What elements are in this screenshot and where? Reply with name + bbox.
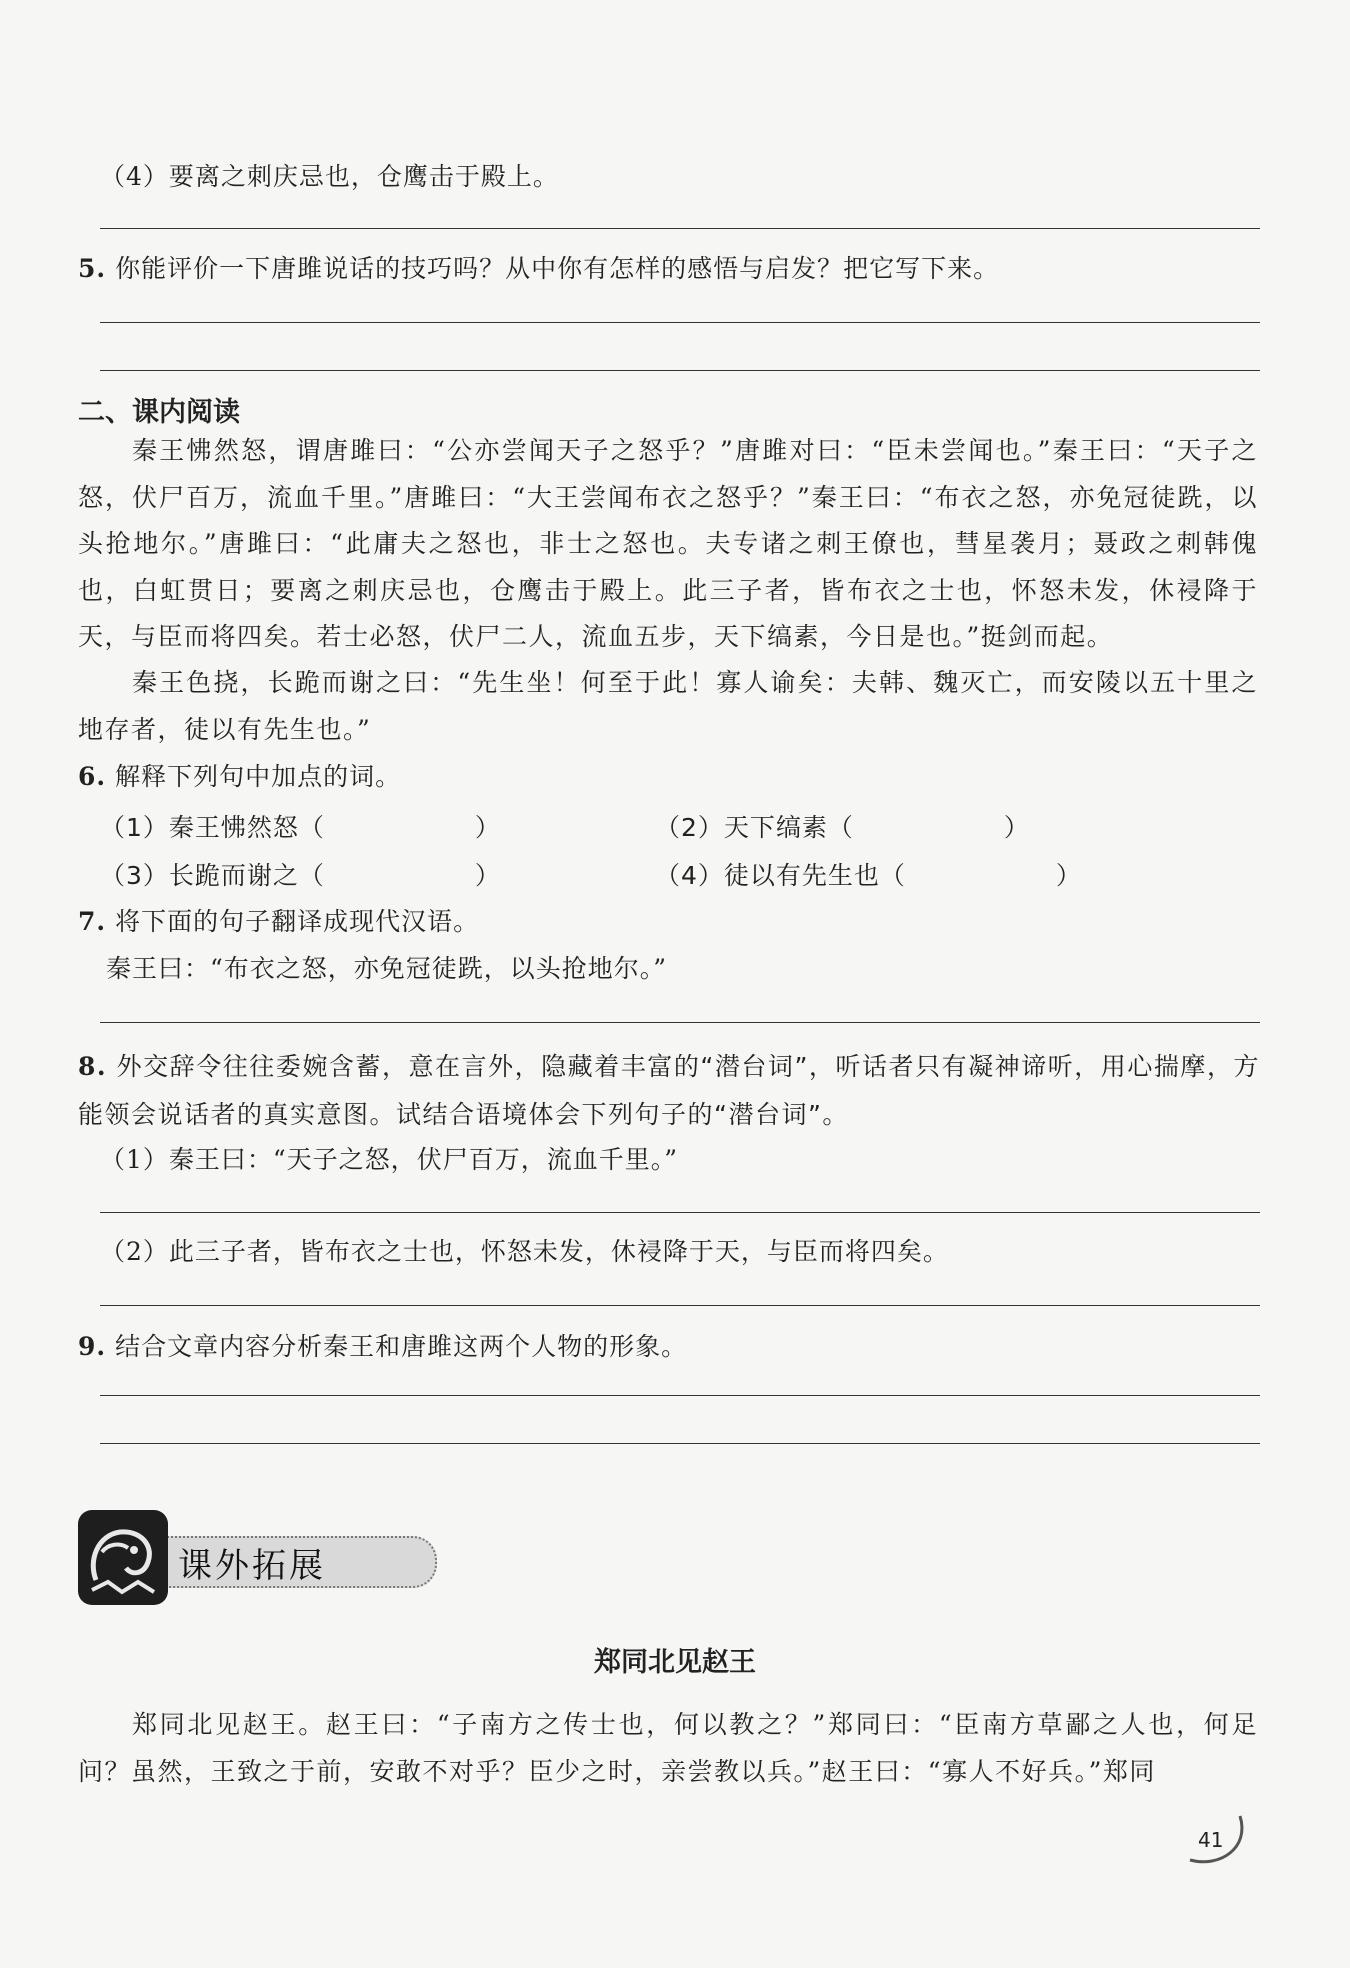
question-text: 外交辞令往往委婉含蓄，意在言外，隐藏着丰富的“潜台词”，听话者只有凝神谛听，用心揣摩，方能领会说话者的真实意图。试结合语境体会下列句子的“潜台词”。 [78, 1052, 1260, 1129]
passage-paragraph-1: 秦王怫然怒，谓唐雎曰：“公亦尝闻天子之怒乎？”唐雎对曰：“臣未尝闻也。”秦王曰：“天子之怒，伏尸百万，流血千里。”唐雎曰：“大王尝闻布衣之怒乎？”秦王曰：“布衣之怒，亦免冠徒跣，以头抢地尔。”唐雎曰：“此庸夫之怒也，非士之怒也。夫专诸之刺王僚也，彗星袭月；聂政之刺韩傀也，白虹贯日；要离之刺庆忌也，仓鹰击于殿上。此三子者，皆布衣之士也，怀怒未发，休祲降于天，与臣而将四矣。若士必怒，伏尸二人，流血五步，天下缟素，今日是也。”挺剑而起。 [78, 436, 1258, 651]
banner-label: 课外拓展 [178, 1546, 326, 1586]
q7-quote: 秦王曰：“布衣之怒，亦免冠徒跣，以头抢地尔。” [106, 954, 668, 983]
answer-line [100, 1022, 1260, 1023]
question-number: 5. [78, 254, 107, 283]
answer-line [100, 322, 1260, 323]
q6-item-1 [100, 808, 501, 844]
question-number: 6. [78, 762, 107, 791]
q8-item-2: （2）此三子者，皆布衣之士也，怀怒未发，休祲降于天，与臣而将四矣。 [100, 1237, 949, 1266]
q6-item-4 [655, 856, 1082, 892]
question-number: 8. [78, 1052, 108, 1081]
item-close: ） [474, 861, 501, 890]
item-close: ） [474, 813, 501, 842]
item-label: （2）天下缟素（ [655, 813, 854, 842]
q8-item-1: （1）秦王曰：“天子之怒，伏尸百万，流血千里。” [100, 1145, 678, 1174]
item-close: ） [1003, 813, 1030, 842]
passage-paragraph-2: 秦王色挠，长跪而谢之曰：“先生坐！何至于此！寡人谕矣：夫韩、魏灭亡，而安陵以五十里之地存者，徒以有先生也。” [78, 668, 1258, 744]
answer-line [100, 1443, 1260, 1444]
question-8 [78, 1043, 1260, 1139]
q6-item-2 [655, 808, 1030, 844]
question-number: 7. [78, 907, 107, 936]
item-label: （4）徒以有先生也（ [655, 861, 906, 890]
question-text: 解释下列句中加点的词。 [115, 762, 402, 791]
q6-item-3 [100, 856, 501, 892]
q4-sub-item: （4）要离之刺庆忌也，仓鹰击于殿上。 [100, 162, 559, 191]
question-text: 将下面的句子翻译成现代汉语。 [115, 907, 480, 936]
item-label: （1）秦王怫然怒（ [100, 813, 325, 842]
question-text: 结合文章内容分析秦王和唐雎这两个人物的形象。 [115, 1332, 688, 1361]
page-number: 41 [1198, 1828, 1224, 1852]
answer-line [100, 370, 1260, 371]
dragon-emblem-icon [78, 1510, 168, 1605]
reading-title: 郑同北见赵王 [594, 1647, 756, 1678]
section-banner [78, 1510, 358, 1605]
question-6 [78, 760, 401, 794]
question-9 [78, 1330, 687, 1364]
answer-line [100, 1212, 1260, 1213]
question-number: 9. [78, 1332, 107, 1361]
answer-line [100, 228, 1260, 229]
question-7 [78, 905, 479, 939]
question-text: 你能评价一下唐雎说话的技巧吗？从中你有怎样的感悟与启发？把它写下来。 [115, 254, 1000, 283]
question-5 [78, 252, 999, 286]
item-label: （3）长跪而谢之（ [100, 861, 325, 890]
reading-paragraph: 郑同北见赵王。赵王曰：“子南方之传士也，何以教之？”郑同曰：“臣南方草鄙之人也，何足问？虽然，王致之于前，安敢不对乎？臣少之时，亲尝教以兵。”赵王曰：“寡人不好兵。”郑同 [78, 1710, 1258, 1786]
answer-line [100, 1395, 1260, 1396]
item-close: ） [1055, 861, 1082, 890]
section-heading: 二、课内阅读 [78, 397, 240, 428]
answer-line [100, 1305, 1260, 1306]
